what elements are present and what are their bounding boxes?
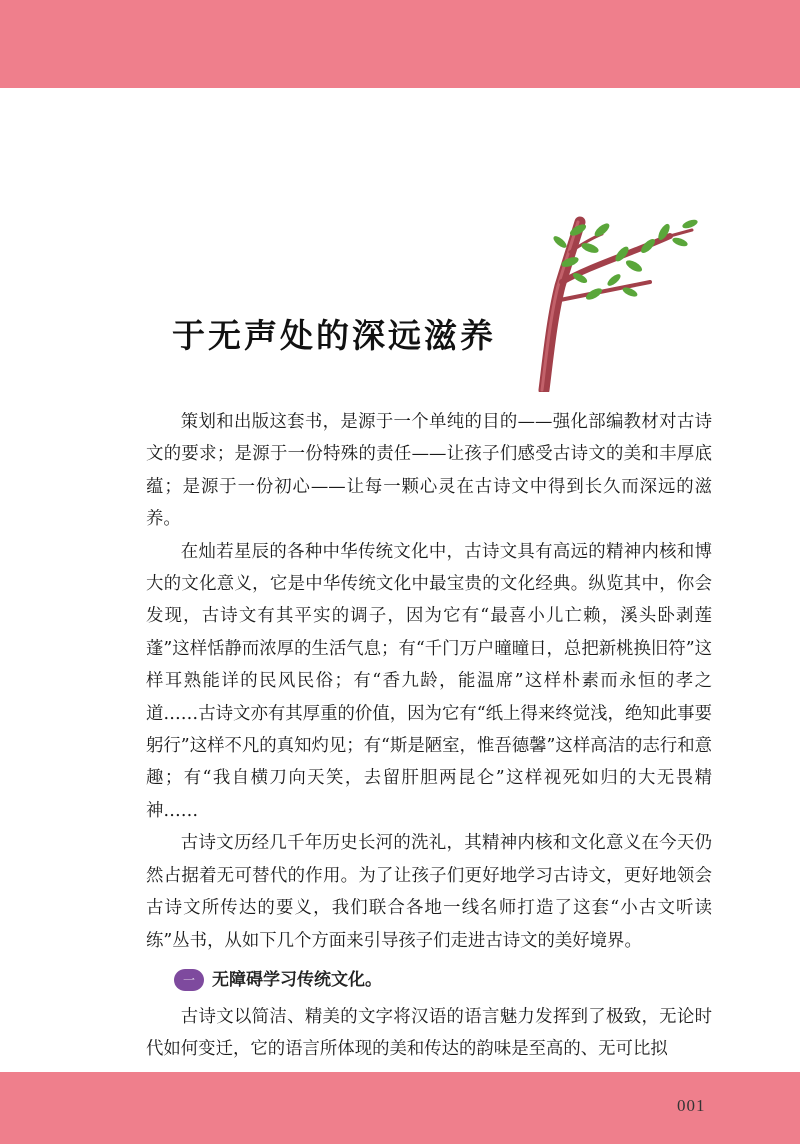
section-bullet: 一 <box>174 969 204 991</box>
body-text <box>146 406 712 1066</box>
paragraph: 古诗文以简洁、精美的文字将汉语的语言魅力发挥到了极致，无论时代如何变迁，它的语言所体现的美和传达的韵味是至高的、无可比拟 <box>146 1006 712 1060</box>
page-title: 于无声处的深远滋养 <box>172 316 496 355</box>
top-color-band <box>0 0 800 88</box>
section-heading <box>146 959 712 1001</box>
section-title: 无障碍学习传统文化。 <box>212 969 382 990</box>
paragraph: 在灿若星辰的各种中华传统文化中，古诗文具有高远的精神内核和博大的文化意义，它是中华传统文化中最宝贵的文化经典。纵览其中，你会发现，古诗文有其平实的调子，因为它有“最喜小儿亡赖，溪头卧剥莲蓬”这样恬静而浓厚的生活气息；有“千门万户曈曈日，总把新桃换旧符”这样耳熟能详的民风民俗；有“香九龄，能温席”这样朴素而永恒的孝之道……古诗文亦有其厚重的价值，因为它有“纸上得来终觉浅，绝知此事要躬行”这样不凡的真知灼见；有“斯是陋室，惟吾德馨”这样高洁的志行和意趣；有“我自横刀向天笑，去留肝胆两昆仑”这样视死如归的大无畏精神…… <box>146 541 712 821</box>
tree-branch-illustration <box>530 208 700 392</box>
page-number: 001 <box>677 1096 706 1115</box>
paragraph: 古诗文历经几千年历史长河的洗礼，其精神内核和文化意义在今天仍然占据着无可替代的作用。为了让孩子们更好地学习古诗文，更好地领会古诗文所传达的要义，我们联合各地一线名师打造了这套“小古文听读练”丛书，从如下几个方面来引导孩子们走进古诗文的美好境界。 <box>146 833 712 951</box>
paragraph: 策划和出版这套书，是源于一个单纯的目的——强化部编教材对古诗文的要求；是源于一份特殊的责任——让孩子们感受古诗文的美和丰厚底蕴；是源于一份初心——让每一颗心灵在古诗文中得到长久而深远的滋养。 <box>146 412 712 530</box>
